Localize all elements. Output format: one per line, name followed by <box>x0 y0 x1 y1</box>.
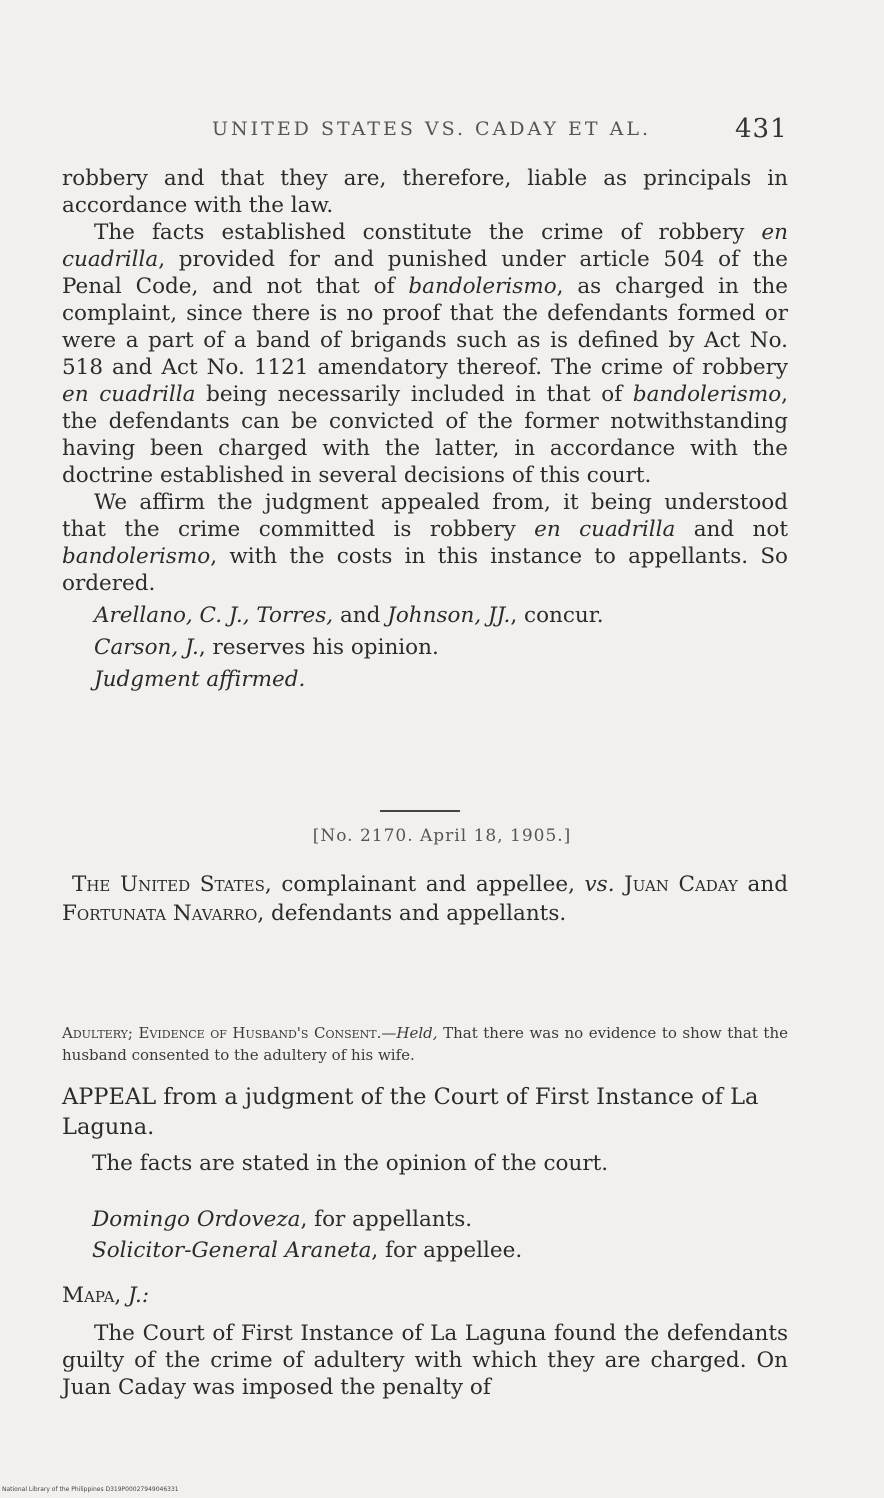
paragraph <box>62 1320 788 1401</box>
italic-term: en cuadrilla <box>62 382 196 407</box>
case-title <box>62 870 788 928</box>
paragraph <box>62 489 788 597</box>
justice-name: Carson, J. <box>94 635 199 660</box>
page-number: 431 <box>735 114 788 144</box>
section-divider <box>380 810 460 812</box>
case-number: [No. 2170. April 18, 1905.] <box>312 826 572 846</box>
page-header <box>0 112 884 152</box>
appeal-statement: APPEAL from a judgment of the Court of First Instance of La Laguna. <box>62 1084 759 1140</box>
paragraph-text: robbery and that they are, therefore, liable as principals in accordance with the law. <box>62 166 788 218</box>
counsel-line <box>92 1204 782 1235</box>
text-run: and <box>737 872 788 897</box>
party-name: The United States <box>72 872 265 897</box>
syllabus-heading: Adultery; Evidence of Husband's Consent. <box>62 1024 382 1042</box>
paragraph <box>62 219 788 489</box>
counsel-role: , for appellants. <box>300 1207 473 1232</box>
counsel-name: Solicitor-General Araneta <box>92 1238 372 1263</box>
paragraph-text: The Court of First Instance of La Laguna found the defendants guilty of the crime of adultery with which they are charged. On Juan Caday was imposed the penalty of <box>62 1321 788 1400</box>
italic-term: bandolerismo <box>632 382 782 407</box>
disposition-line <box>62 666 788 693</box>
justice-names: Arellano, C. J., Torres, <box>94 603 334 628</box>
opinion-author <box>62 1282 462 1309</box>
paragraph <box>62 165 788 219</box>
italic-term: en cuadrilla <box>62 220 788 272</box>
justice-title: J.: <box>121 1283 150 1308</box>
text-run: , complainant and appellee, <box>264 872 585 897</box>
text-run: , reserves his opinion. <box>198 635 439 660</box>
text-run: — <box>381 1024 397 1042</box>
counsel-block <box>92 1204 782 1266</box>
text-run: , with the costs in this instance to appellants. So ordered. <box>62 544 788 596</box>
counsel-role: , for appellee. <box>371 1238 523 1263</box>
party-name: Juan Caday <box>614 872 738 897</box>
justice-names: Johnson, JJ. <box>387 603 511 628</box>
text-run: being necessarily included in that of <box>195 382 633 407</box>
text-run: , as charged in the complaint, since there is no proof that the defendants formed or were a part of a band of brigands such as is defined by Act No. 518 and Act No. 1121 amendatory thereof. The crime of robbery <box>62 274 788 380</box>
italic-term: bandolerismo <box>408 274 557 299</box>
held-label: Held, <box>396 1024 438 1042</box>
text-run: , concur. <box>510 603 604 628</box>
opinion-body <box>62 1320 788 1401</box>
text-run: , the defendants can be convicted of the former notwithstanding having been charged with the latter, in accordance with the doctrine established in several decisions of this court. <box>62 382 788 488</box>
counsel-name: Domingo Ordoveza <box>92 1207 301 1232</box>
italic-term: en cuadrilla <box>534 517 676 542</box>
running-head: UNITED STATES VS. CADAY ET AL. <box>212 118 652 140</box>
party-name: Fortunata Navarro <box>62 901 258 926</box>
text-run: The facts established constitute the crime of robbery <box>94 220 762 245</box>
text-run: , defendants and appellants. <box>257 901 567 926</box>
text-run: We affirm the judgment appealed from, it being understood that the crime committed is robbery <box>62 490 788 542</box>
versus: vs. <box>584 872 615 897</box>
text-run: and <box>333 603 388 628</box>
text-run: , provided for and punished under article 504 of the Penal Code, and not that of <box>62 247 788 299</box>
facts-statement: The facts are stated in the opinion of the court. <box>92 1151 609 1176</box>
opinion-continuation <box>62 165 788 693</box>
text-run: and not <box>675 517 788 542</box>
disposition: Judgment affirmed. <box>94 667 306 692</box>
reservation-line <box>62 634 788 661</box>
scan-footer: National Library of the Philippines D319P00027949046331 <box>2 1486 179 1493</box>
syllabus <box>62 1022 788 1066</box>
italic-term: bandolerismo <box>62 544 211 569</box>
counsel-line <box>92 1235 782 1266</box>
concurrence-line <box>62 602 788 629</box>
justice-name: Mapa, <box>62 1283 122 1308</box>
syllabus-text: That there was no evidence to show that the husband consented to the adultery of his wife. <box>62 1024 788 1064</box>
